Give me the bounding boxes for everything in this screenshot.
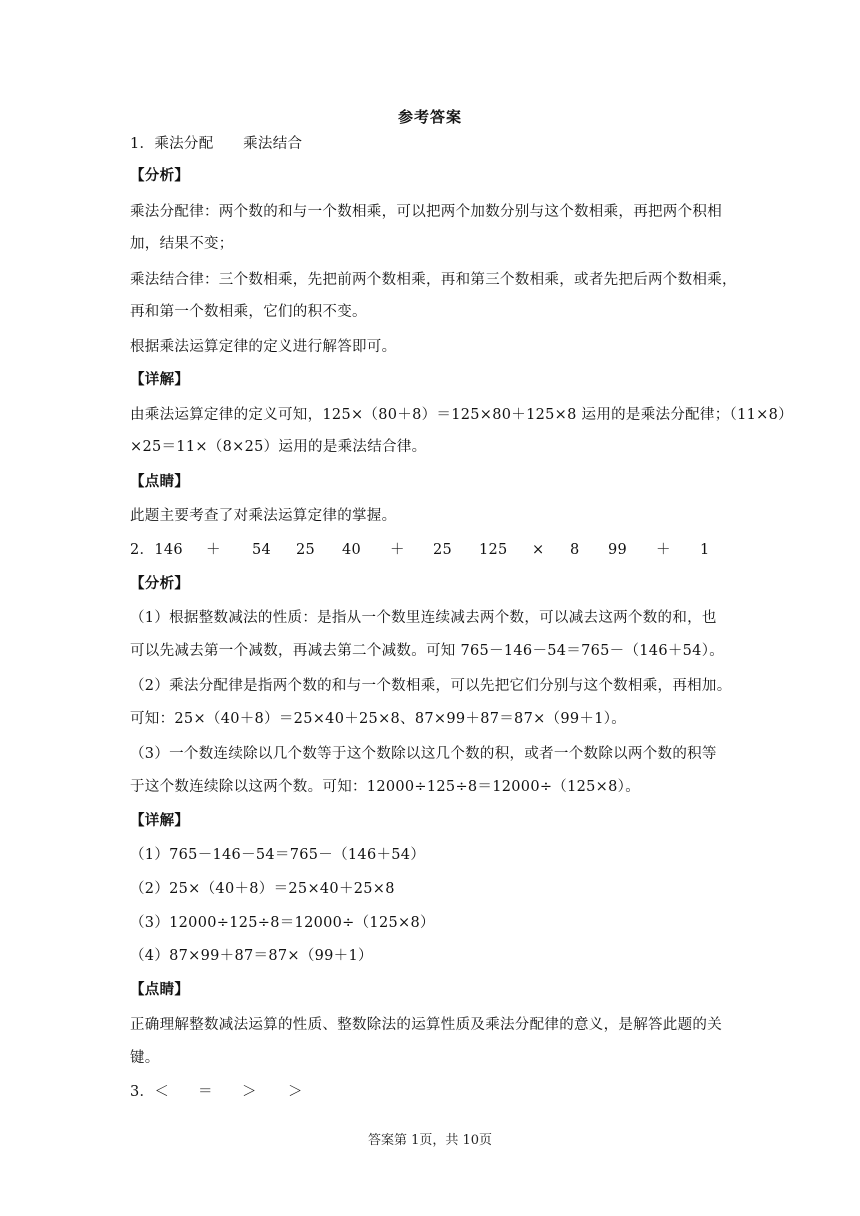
- q1-analysis-text: 乘法结合律：三个数相乘，先把前两个数相乘，再和第三个数相乘，或者先把后两个数相乘，: [130, 272, 737, 288]
- q2-answer-item: ×: [532, 542, 545, 558]
- page-title: 参考答案: [397, 108, 462, 126]
- q2-analysis-text: 可以先减去第一个减数，再减去第二个减数。可知 765－146－54＝765－（146＋54）。: [130, 643, 725, 659]
- q2-analysis-text: （1）根据整数减法的性质：是指从一个数里连续减去两个数，可以减去这两个数的和，也: [130, 610, 717, 626]
- q1-detail-text: 由乘法运算定律的定义可知，125×（80＋8）＝125×80＋125×8 运用的是乘法分配律；（11×8）: [130, 407, 793, 423]
- q2-answer-item: 1: [700, 542, 710, 558]
- q2-analysis-text: （2）乘法分配律是指两个数的和与一个数相乘，可以先把它们分别与这个数相乘，再相加。: [130, 678, 732, 694]
- q2-answer-item: ＋: [656, 542, 671, 558]
- q2-answer-item: 25: [296, 542, 316, 558]
- q2-answer-item: 25: [433, 542, 453, 558]
- q1-answer-line: 1．乘法分配 乘法结合: [130, 136, 303, 152]
- q2-analysis-heading: 【分析】: [130, 575, 190, 592]
- q2-answer-item: 125: [479, 542, 508, 558]
- q1-analysis-heading: 【分析】: [130, 167, 190, 184]
- page-footer: 答案第 1页，共 10页: [367, 1133, 493, 1148]
- q2-answer-item: 54: [252, 542, 272, 558]
- q1-analysis-text: 加，结果不变；: [130, 236, 234, 252]
- q3-answer-item: ＞: [242, 1084, 257, 1100]
- q2-answer-line: [130, 540, 730, 560]
- q2-answer-item: 8: [570, 542, 580, 558]
- q2-comment-text: 键。: [130, 1050, 160, 1066]
- q2-answer-item: 40: [342, 542, 362, 558]
- q2-analysis-text: 可知：25×（40＋8）＝25×40＋25×8、87×99＋87＝87×（99＋1）。: [130, 711, 627, 727]
- q1-detail-heading: 【详解】: [130, 371, 190, 388]
- q2-analysis-text: 于这个数连续除以这两个数。可知：12000÷125÷8＝12000÷（125×8）。: [130, 779, 641, 795]
- q1-analysis-text: 再和第一个数相乘，它们的积不变。: [130, 304, 367, 320]
- q1-analysis-text: 乘法分配律：两个数的和与一个数相乘，可以把两个加数分别与这个数相乘，再把两个积相: [130, 204, 722, 220]
- q2-comment-text: 正确理解整数减法运算的性质、整数除法的运算性质及乘法分配律的意义，是解答此题的关: [130, 1017, 722, 1033]
- q2-comment-heading: 【点睛】: [130, 981, 190, 998]
- q2-detail-text: （4）87×99＋87＝87×（99＋1）: [130, 948, 373, 964]
- q2-detail-text: （3）12000÷125÷8＝12000÷（125×8）: [130, 915, 435, 931]
- q3-answer-line: [130, 1082, 370, 1102]
- q1-comment-text: 此题主要考查了对乘法运算定律的掌握。: [130, 508, 397, 524]
- q3-answer-item: ＞: [288, 1084, 303, 1100]
- q2-answer-item: 2．146: [130, 542, 183, 558]
- q2-detail-text: （1）765－146－54＝765－（146＋54）: [130, 847, 426, 863]
- q1-detail-text: ×25＝11×（8×25）运用的是乘法结合律。: [130, 439, 427, 455]
- q2-detail-heading: 【详解】: [130, 812, 190, 829]
- q1-analysis-text: 根据乘法运算定律的定义进行解答即可。: [130, 339, 397, 355]
- q1-comment-heading: 【点睛】: [130, 473, 190, 490]
- q2-answer-item: ＋: [206, 542, 221, 558]
- q2-answer-item: ＋: [390, 542, 405, 558]
- q3-answer-item: 3．＜: [130, 1084, 170, 1100]
- q2-analysis-text: （3）一个数连续除以几个数等于这个数除以这几个数的积，或者一个数除以两个数的积等: [130, 746, 717, 762]
- q3-answer-item: ＝: [198, 1084, 213, 1100]
- q2-answer-item: 99: [608, 542, 628, 558]
- q2-detail-text: （2）25×（40＋8）＝25×40＋25×8: [130, 881, 395, 897]
